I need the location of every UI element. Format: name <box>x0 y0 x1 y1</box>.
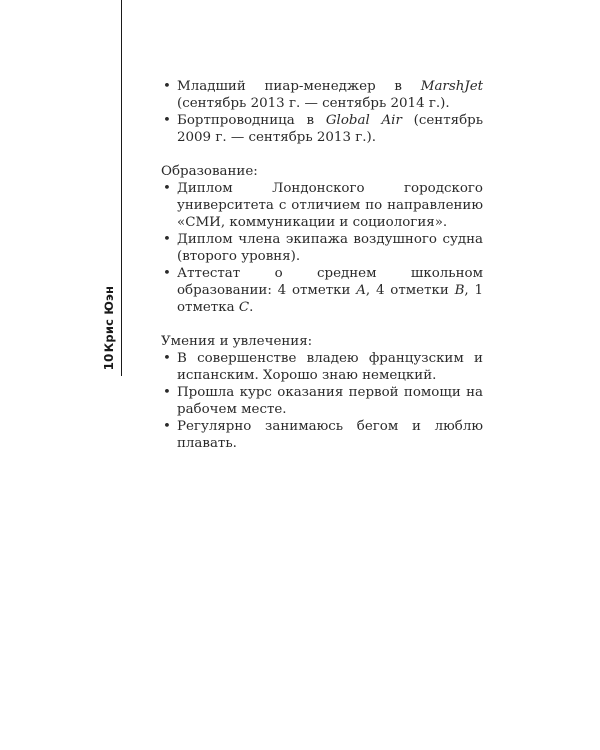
page-number: 10 <box>102 353 116 371</box>
bullet-icon: • <box>163 419 171 434</box>
margin-rule <box>121 0 122 376</box>
company-name: MarshJet <box>420 79 483 94</box>
bullet-icon: • <box>163 113 171 128</box>
list-item-education-crew: • Диплом члена экипажа воздушного судна (второго уровня). <box>163 232 483 264</box>
list-item-education-diploma: • Диплом Лондонского городского университета с отличием по направлению «СМИ, коммуникации и социология». <box>163 181 483 230</box>
education-section <box>161 163 483 316</box>
list-item-work-global-air: • Бортпроводница в Global Air (сентябрь 2009 г. — сентябрь 2013 г.). <box>163 113 483 145</box>
list-item-work-marshjet: • Младший пиар-менеджер в MarshJet (сентябрь 2013 г. — сентябрь 2014 г.). <box>163 79 483 111</box>
bullet-icon: • <box>163 79 171 94</box>
list-item-skills-languages: • В совершенстве владею французским и испанским. Хорошо знаю немецкий. <box>163 351 483 383</box>
grade-letter: A <box>356 283 366 298</box>
work-section <box>161 78 483 146</box>
company-name: Global Air <box>325 113 402 128</box>
list-item-skills-sport: • Регулярно занимаюсь бегом и люблю плавать. <box>163 419 483 451</box>
bullet-icon: • <box>163 385 171 400</box>
grade-letter: C <box>238 300 250 315</box>
grade-letter: B <box>454 283 465 298</box>
bullet-icon: • <box>163 266 171 281</box>
education-heading: Образование: <box>161 164 258 179</box>
skills-heading: Умения и увлечения: <box>161 334 313 349</box>
education-list <box>161 180 483 316</box>
bullet-icon: • <box>163 232 171 247</box>
bullet-icon: • <box>163 351 171 366</box>
running-head <box>100 272 118 372</box>
bullet-icon: • <box>163 181 171 196</box>
list-item-skills-first-aid: • Прошла курс оказания первой помощи на рабочем месте. <box>163 385 483 417</box>
work-list <box>161 78 483 146</box>
skills-section <box>161 333 483 452</box>
page-body <box>161 78 483 469</box>
skills-list <box>161 350 483 452</box>
list-item-education-certificate: • Аттестат о среднем школьном образовании: 4 отметки A, 4 отметки B, 1 отметка C. <box>163 266 483 315</box>
running-head-author: Крис Юэн <box>102 285 116 353</box>
